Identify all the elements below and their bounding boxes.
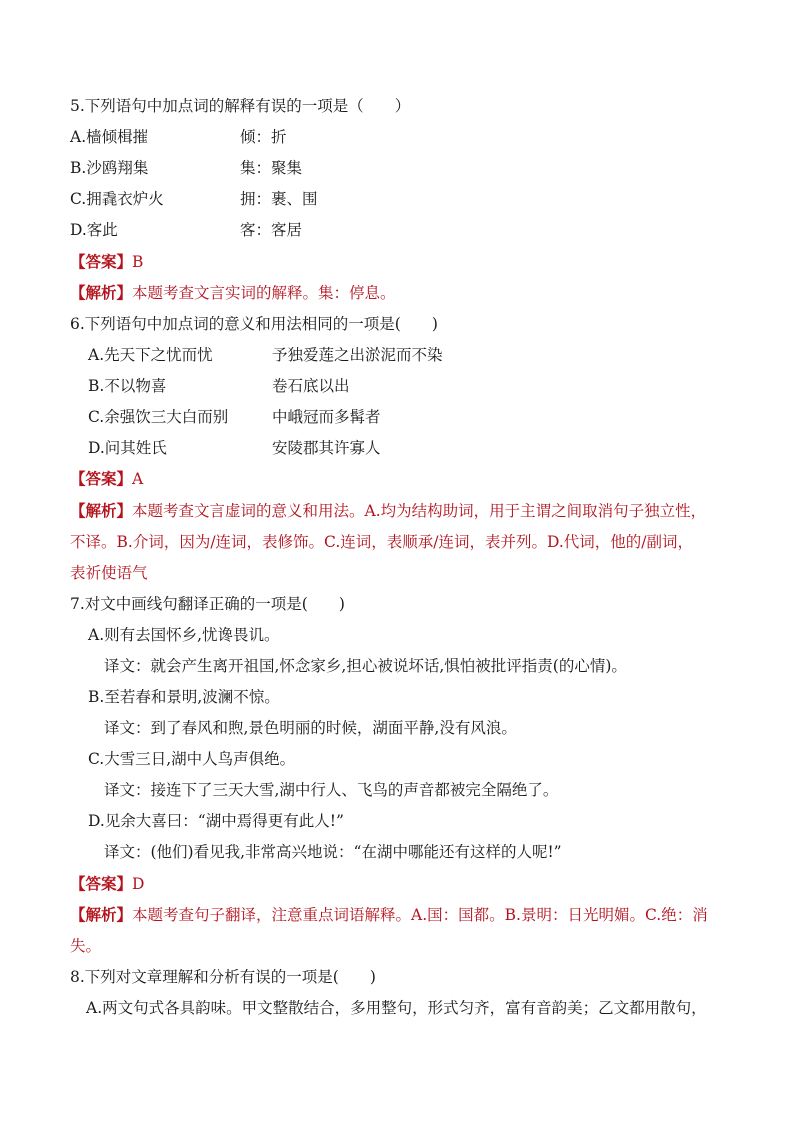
q6-analysis-line-3: 表祈使语气 — [70, 564, 148, 582]
q8-option-a: A.两文句式各具韵味。甲文整散结合，多用整句，形式匀齐，富有音韵美；乙文都用散句， — [86, 999, 707, 1017]
q5-option-a-text: A.樯倾楫摧 — [70, 128, 149, 146]
q6-option-c-compare: 中峨冠而多髯者 — [272, 408, 381, 426]
q6-option-a-compare: 予独爱莲之出淤泥而不染 — [272, 346, 443, 364]
q6-analysis-line-2: 不译。B.介词，因为/连词，表修饰。C.连词，表顺承/连词，表并列。D.代词，他的/副词， — [70, 533, 694, 551]
q5-option-c-gloss: 拥：裹、围 — [240, 190, 318, 208]
q5-option-c — [70, 189, 318, 209]
answer-value: D — [132, 875, 145, 893]
q7-stem: 7.对文中画线句翻译正确的一项是( ) — [70, 595, 345, 613]
analysis-tag: 【解析】 — [70, 501, 133, 520]
q7-option-c-translation: 译文：接连下了三天大雪,湖中行人、飞鸟的声音都被完全隔绝了。 — [104, 781, 559, 799]
q5-stem: 5.下列语句中加点词的解释有误的一项是（ ） — [70, 97, 411, 115]
q7-option-c: C.大雪三日,湖中人鸟声俱绝。 — [88, 750, 296, 768]
q6-analysis-line-1 — [70, 501, 706, 521]
q7-option-d: D.见余大喜曰：“湖中焉得更有此人!” — [88, 812, 344, 830]
q5-option-b-text: B.沙鸥翔集 — [70, 159, 149, 177]
q5-option-a-gloss: 倾：折 — [240, 128, 287, 146]
q7-answer — [70, 874, 144, 894]
q5-analysis — [70, 283, 396, 303]
q6-option-d-compare: 安陵郡其许寡人 — [272, 439, 381, 457]
answer-tag: 【答案】 — [70, 874, 133, 893]
q6-option-b-compare: 卷石底以出 — [272, 377, 350, 395]
analysis-text: 本题考查文言虚词的意义和用法。A.均为结构助词，用于主谓之间取消句子独立性， — [132, 502, 707, 520]
q6-option-c-text: C.余强饮三大白而别 — [88, 408, 229, 426]
q7-analysis-line-1 — [70, 905, 708, 925]
q6-option-c — [88, 407, 381, 427]
q6-option-a — [88, 345, 443, 365]
analysis-tag: 【解析】 — [70, 905, 133, 924]
q6-option-d-text: D.问其姓氏 — [88, 439, 167, 457]
q7-option-a-translation: 译文：就会产生离开祖国,怀念家乡,担心被说坏话,惧怕被批评指责(的心情)。 — [104, 657, 627, 675]
q5-option-b — [70, 158, 303, 178]
q5-option-c-text: C.拥毳衣炉火 — [70, 190, 164, 208]
q8-stem: 8.下列对文章理解和分析有误的一项是( ) — [70, 968, 376, 986]
analysis-text: 本题考查句子翻译，注意重点词语解释。A.国：国都。B.景明：日光明媚。C.绝：消 — [132, 906, 708, 924]
q5-option-d-gloss: 客：客居 — [240, 221, 303, 239]
analysis-text: 本题考查文言实词的解释。集：停息。 — [132, 284, 396, 302]
q6-option-a-text: A.先天下之忧而忧 — [88, 346, 213, 364]
q7-analysis-line-2: 失。 — [70, 937, 102, 955]
q5-option-d — [70, 220, 303, 240]
q6-stem: 6.下列语句中加点词的意义和用法相同的一项是( ) — [70, 315, 438, 333]
q6-option-b — [88, 376, 350, 396]
q7-option-d-translation: 译文：(他们)看见我,非常高兴地说：“在湖中哪能还有这样的人呢!” — [104, 843, 562, 861]
q6-option-b-text: B.不以物喜 — [88, 377, 167, 395]
q5-option-b-gloss: 集：聚集 — [240, 159, 303, 177]
analysis-tag: 【解析】 — [70, 283, 133, 302]
answer-value: A — [132, 470, 144, 488]
q5-answer — [70, 252, 143, 272]
q5-option-d-text: D.客此 — [70, 221, 118, 239]
q7-option-a: A.则有去国怀乡,忧谗畏讥。 — [88, 626, 280, 644]
q7-option-b-translation: 译文：到了春风和煦,景色明丽的时候，湖面平静,没有风浪。 — [104, 719, 517, 737]
q7-option-b: B.至若春和景明,波澜不惊。 — [88, 688, 280, 706]
answer-value: B — [132, 253, 144, 271]
answer-tag: 【答案】 — [70, 469, 133, 488]
q6-answer — [70, 469, 143, 489]
answer-tag: 【答案】 — [70, 252, 133, 271]
q6-option-d — [88, 438, 381, 458]
q5-option-a — [70, 127, 287, 147]
